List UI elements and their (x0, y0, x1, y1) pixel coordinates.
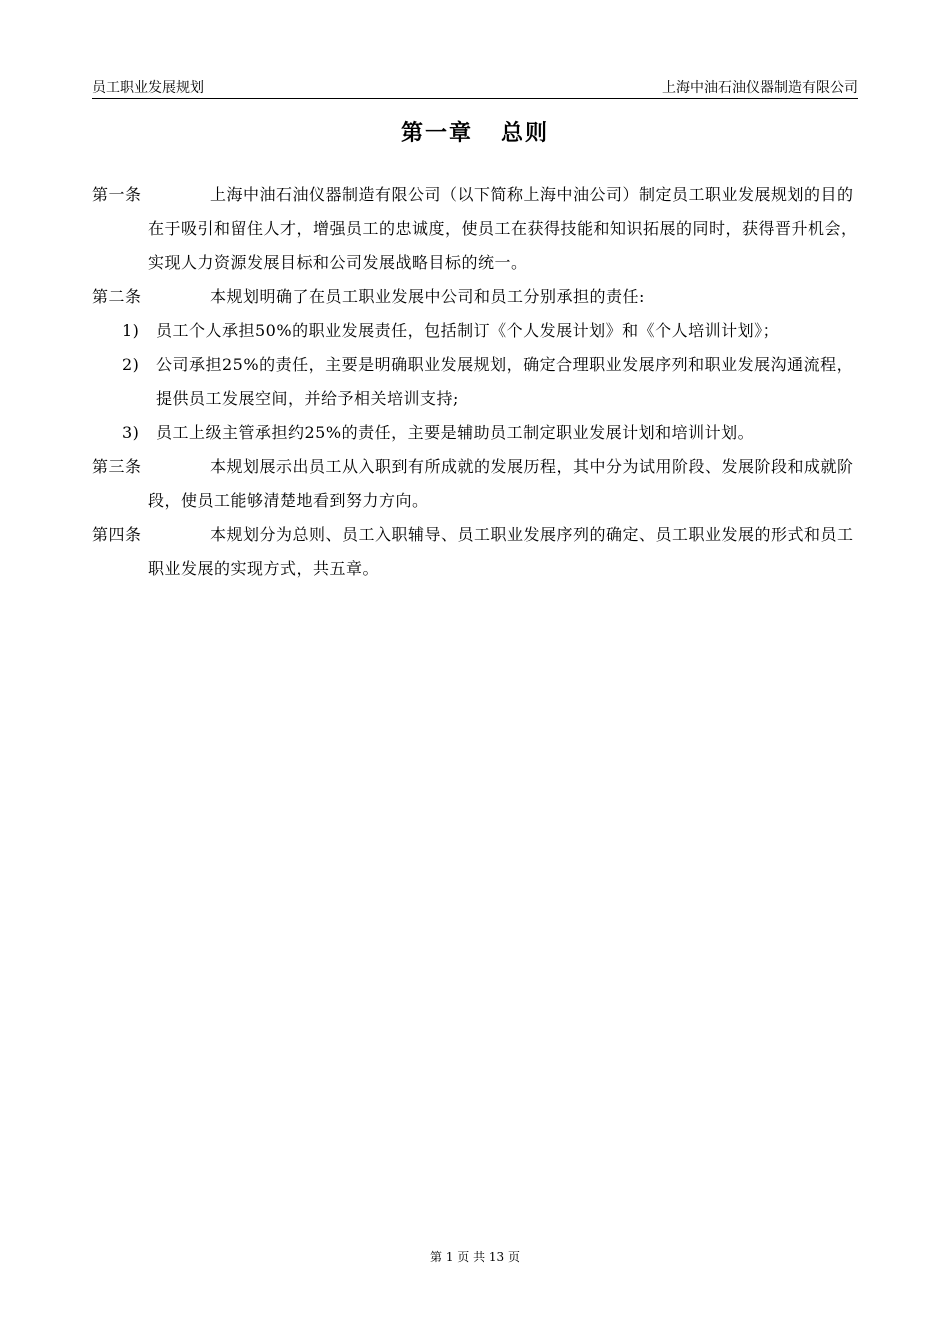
article-text: 上海中油石油仪器制造有限公司（以下简称上海中油公司）制定员工职业发展规划的目的在于吸引和留住人才，增强员工的忠诚度，使员工在获得技能和知识拓展的同时，获得晋升机会，实现人力资源发展目标和公司发展战略目标的统一。 (148, 185, 858, 272)
page-number: 第 1 页 共 13 页 (430, 1250, 520, 1264)
list-item-text: 公司承担25%的责任，主要是明确职业发展规划，确定合理职业发展序列和职业发展沟通流程，提供员工发展空间，并给予相关培训支持; (156, 355, 854, 408)
list-item-number: 1) (122, 321, 140, 340)
running-header (92, 78, 858, 99)
header-document-title: 员工职业发展规划 (92, 80, 204, 96)
list-item (92, 314, 858, 348)
article-2 (92, 280, 858, 314)
article-3 (92, 450, 858, 518)
article-1 (92, 178, 858, 280)
article-label: 第一条 (92, 185, 142, 204)
list-item-number: 3) (122, 423, 140, 442)
article-label: 第四条 (92, 525, 142, 544)
list-item-number: 2) (122, 355, 140, 374)
article-4 (92, 518, 858, 586)
list-item (92, 416, 858, 450)
header-company-name: 上海中油石油仪器制造有限公司 (662, 80, 858, 96)
article-label: 第二条 (92, 287, 142, 306)
article-text: 本规划明确了在员工职业发展中公司和员工分别承担的责任: (210, 287, 645, 306)
article-text: 本规划展示出员工从入职到有所成就的发展历程，其中分为试用阶段、发展阶段和成就阶段，使员工能够清楚地看到努力方向。 (148, 457, 854, 510)
document-body (92, 178, 858, 586)
chapter-title (0, 118, 950, 150)
article-label: 第三条 (92, 457, 142, 476)
list-item-text: 员工个人承担50%的职业发展责任，包括制订《个人发展计划》和《个人培训计划》； (156, 321, 780, 340)
chapter-number: 第一章 (400, 121, 473, 146)
list-item-text: 员工上级主管承担约25%的责任，主要是辅助员工制定职业发展计划和培训计划。 (156, 423, 755, 442)
list-item (92, 348, 858, 416)
article-text: 本规划分为总则、员工入职辅导、员工职业发展序列的确定、员工职业发展的形式和员工职业发展的实现方式，共五章。 (148, 525, 854, 578)
chapter-name: 总则 (501, 121, 550, 146)
page-footer (0, 1248, 950, 1266)
